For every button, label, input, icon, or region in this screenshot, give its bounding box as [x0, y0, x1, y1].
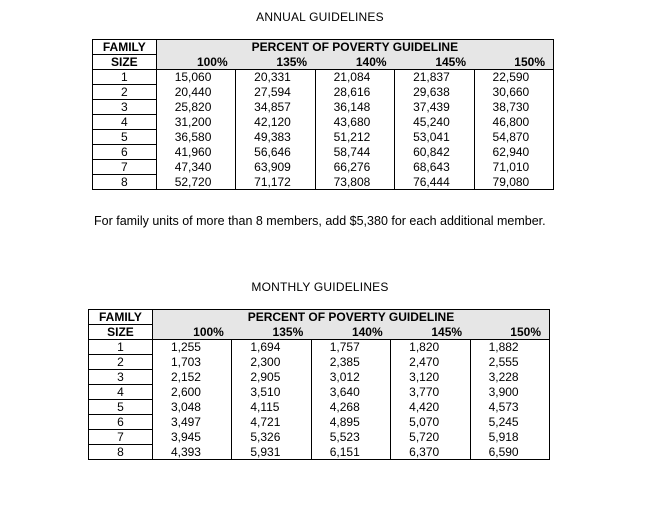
guideline-value-cell: 2,905	[232, 370, 311, 385]
guideline-value-cell: 51,212	[315, 130, 394, 145]
column-header: 140%	[311, 325, 390, 340]
guideline-value-cell: 5,720	[391, 430, 470, 445]
guideline-value-cell: 2,300	[232, 355, 311, 370]
additional-member-note: For family units of more than 8 members, add $5,380 for each additional member.	[94, 214, 546, 228]
guideline-value-cell: 49,383	[236, 130, 315, 145]
family-header-line2: SIZE	[93, 55, 157, 70]
guideline-value-cell: 54,870	[474, 130, 553, 145]
guideline-value-cell: 28,616	[315, 85, 394, 100]
guideline-value-cell: 38,730	[474, 100, 553, 115]
table-header-row	[89, 310, 550, 325]
table-row	[89, 430, 550, 445]
guideline-value-cell: 73,808	[315, 175, 394, 190]
column-header: 135%	[232, 325, 311, 340]
guideline-value-cell: 25,820	[156, 100, 235, 115]
table-row	[93, 100, 554, 115]
guideline-value-cell: 5,918	[470, 430, 549, 445]
table-header-row	[93, 40, 554, 55]
family-size-cell: 8	[93, 175, 157, 190]
table-subheader-row	[93, 55, 554, 70]
guideline-value-cell: 58,744	[315, 145, 394, 160]
guideline-value-cell: 36,148	[315, 100, 394, 115]
family-header-line1: FAMILY	[89, 310, 153, 325]
column-header: 100%	[156, 55, 235, 70]
table-row	[89, 340, 550, 355]
guideline-value-cell: 21,084	[315, 70, 394, 85]
guideline-value-cell: 42,120	[236, 115, 315, 130]
family-size-cell: 8	[89, 445, 153, 460]
table-row	[93, 115, 554, 130]
guideline-value-cell: 2,385	[311, 355, 390, 370]
annual-guidelines-table	[92, 39, 554, 190]
guideline-value-cell: 22,590	[474, 70, 553, 85]
family-size-cell: 4	[89, 385, 153, 400]
family-size-cell: 7	[93, 160, 157, 175]
family-size-cell: 1	[93, 70, 157, 85]
family-header-line2: SIZE	[89, 325, 153, 340]
family-header-line1: FAMILY	[93, 40, 157, 55]
guideline-value-cell: 20,331	[236, 70, 315, 85]
guideline-value-cell: 3,640	[311, 385, 390, 400]
family-size-cell: 5	[89, 400, 153, 415]
family-size-cell: 7	[89, 430, 153, 445]
guideline-value-cell: 31,200	[156, 115, 235, 130]
guideline-value-cell: 62,940	[474, 145, 553, 160]
table-row	[93, 70, 554, 85]
guideline-value-cell: 1,882	[470, 340, 549, 355]
family-size-cell: 5	[93, 130, 157, 145]
family-size-cell: 3	[93, 100, 157, 115]
column-header: 135%	[236, 55, 315, 70]
guideline-value-cell: 45,240	[395, 115, 474, 130]
family-size-cell: 3	[89, 370, 153, 385]
guideline-value-cell: 6,370	[391, 445, 470, 460]
guideline-value-cell: 2,152	[152, 370, 231, 385]
guideline-value-cell: 2,600	[152, 385, 231, 400]
table-row	[93, 175, 554, 190]
guideline-value-cell: 1,694	[232, 340, 311, 355]
guideline-value-cell: 3,770	[391, 385, 470, 400]
column-header: 150%	[474, 55, 553, 70]
table-row	[89, 355, 550, 370]
guideline-value-cell: 1,757	[311, 340, 390, 355]
guideline-value-cell: 3,510	[232, 385, 311, 400]
guideline-value-cell: 36,580	[156, 130, 235, 145]
guideline-value-cell: 4,721	[232, 415, 311, 430]
guideline-value-cell: 71,172	[236, 175, 315, 190]
guideline-value-cell: 30,660	[474, 85, 553, 100]
guideline-value-cell: 47,340	[156, 160, 235, 175]
table-row	[89, 400, 550, 415]
monthly-guidelines-table	[88, 309, 550, 460]
guideline-value-cell: 60,842	[395, 145, 474, 160]
guideline-value-cell: 6,151	[311, 445, 390, 460]
guideline-value-cell: 3,497	[152, 415, 231, 430]
percent-header: PERCENT OF POVERTY GUIDELINE	[156, 40, 553, 55]
guideline-value-cell: 4,420	[391, 400, 470, 415]
family-size-cell: 6	[93, 145, 157, 160]
guideline-value-cell: 4,393	[152, 445, 231, 460]
table-row	[93, 130, 554, 145]
table-row	[93, 85, 554, 100]
annual-guidelines-title: ANNUAL GUIDELINES	[256, 10, 384, 24]
guideline-value-cell: 66,276	[315, 160, 394, 175]
column-header: 145%	[395, 55, 474, 70]
column-header: 100%	[152, 325, 231, 340]
guideline-value-cell: 34,857	[236, 100, 315, 115]
column-header: 150%	[470, 325, 549, 340]
column-header: 145%	[391, 325, 470, 340]
guideline-value-cell: 71,010	[474, 160, 553, 175]
table-row	[89, 370, 550, 385]
table-subheader-row	[89, 325, 550, 340]
guideline-value-cell: 68,643	[395, 160, 474, 175]
guideline-value-cell: 4,115	[232, 400, 311, 415]
guideline-value-cell: 5,931	[232, 445, 311, 460]
table-row	[93, 160, 554, 175]
guideline-value-cell: 1,703	[152, 355, 231, 370]
guideline-value-cell: 52,720	[156, 175, 235, 190]
guideline-value-cell: 41,960	[156, 145, 235, 160]
guideline-value-cell: 3,048	[152, 400, 231, 415]
guideline-value-cell: 3,945	[152, 430, 231, 445]
guideline-value-cell: 20,440	[156, 85, 235, 100]
family-size-cell: 2	[93, 85, 157, 100]
guideline-value-cell: 21,837	[395, 70, 474, 85]
guideline-value-cell: 1,255	[152, 340, 231, 355]
guideline-value-cell: 4,895	[311, 415, 390, 430]
column-header: 140%	[315, 55, 394, 70]
guideline-value-cell: 5,070	[391, 415, 470, 430]
guideline-value-cell: 37,439	[395, 100, 474, 115]
table-row	[89, 445, 550, 460]
guideline-value-cell: 79,080	[474, 175, 553, 190]
monthly-guidelines-title: MONTHLY GUIDELINES	[251, 280, 389, 294]
family-size-cell: 6	[89, 415, 153, 430]
guideline-value-cell: 4,573	[470, 400, 549, 415]
guideline-value-cell: 29,638	[395, 85, 474, 100]
guideline-value-cell: 2,470	[391, 355, 470, 370]
guideline-value-cell: 4,268	[311, 400, 390, 415]
table-row	[89, 385, 550, 400]
guideline-value-cell: 3,228	[470, 370, 549, 385]
guideline-value-cell: 53,041	[395, 130, 474, 145]
guideline-value-cell: 56,646	[236, 145, 315, 160]
guideline-value-cell: 6,590	[470, 445, 549, 460]
guideline-value-cell: 5,523	[311, 430, 390, 445]
guideline-value-cell: 3,012	[311, 370, 390, 385]
guideline-value-cell: 46,800	[474, 115, 553, 130]
percent-header: PERCENT OF POVERTY GUIDELINE	[152, 310, 549, 325]
guideline-value-cell: 2,555	[470, 355, 549, 370]
guideline-value-cell: 15,060	[156, 70, 235, 85]
guideline-value-cell: 5,245	[470, 415, 549, 430]
guideline-value-cell: 1,820	[391, 340, 470, 355]
table-row	[89, 415, 550, 430]
guideline-value-cell: 43,680	[315, 115, 394, 130]
guideline-value-cell: 27,594	[236, 85, 315, 100]
family-size-cell: 1	[89, 340, 153, 355]
guideline-value-cell: 76,444	[395, 175, 474, 190]
family-size-cell: 4	[93, 115, 157, 130]
guideline-value-cell: 3,900	[470, 385, 549, 400]
guideline-value-cell: 5,326	[232, 430, 311, 445]
guideline-value-cell: 3,120	[391, 370, 470, 385]
family-size-cell: 2	[89, 355, 153, 370]
guideline-value-cell: 63,909	[236, 160, 315, 175]
table-row	[93, 145, 554, 160]
